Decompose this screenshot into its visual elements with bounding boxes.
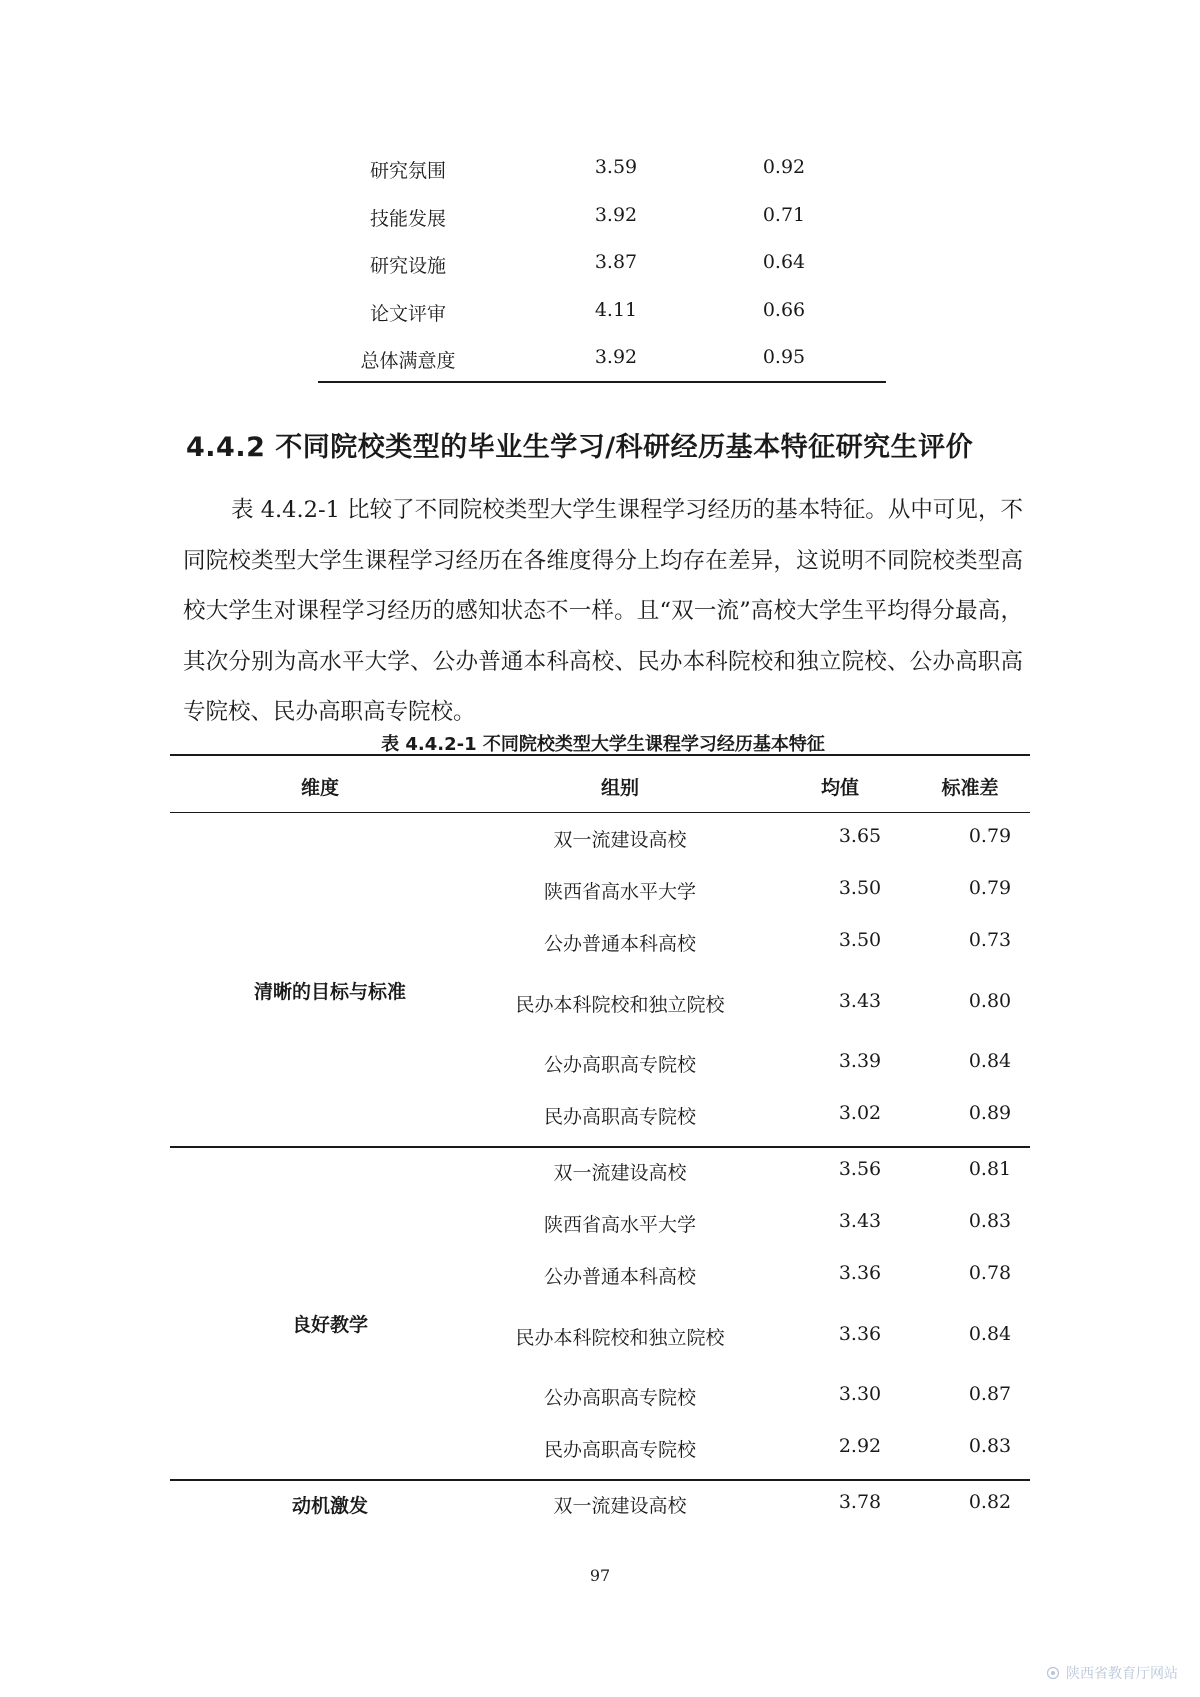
section-heading: 4.4.2 不同院校类型的毕业生学习/科研经历基本特征研究生评价 (186, 432, 974, 463)
row-mean: 4.11 (594, 298, 638, 321)
group-cell: 民办本科院校和独立院校 (515, 1327, 725, 1349)
header-mean: 均值 (820, 777, 859, 799)
mean-cell: 3.65 (838, 825, 882, 847)
group-cell: 双一流建设高校 (553, 829, 687, 851)
mean-cell: 3.50 (838, 877, 882, 899)
row-mean: 3.87 (594, 251, 638, 273)
header-sd: 标准差 (941, 777, 999, 799)
row-label: 研究氛围 (369, 160, 446, 182)
group-cell: 民办本科院校和独立院校 (515, 994, 725, 1016)
emblem-icon (1046, 1666, 1060, 1680)
sd-cell: 0.73 (968, 929, 1012, 951)
table-caption: 表 4.4.2-1 不同院校类型大学生课程学习经历基本特征 (381, 734, 825, 755)
sd-cell: 0.79 (968, 825, 1012, 847)
table-bottom-rule (318, 381, 886, 383)
mean-cell: 3.78 (838, 1491, 882, 1513)
table-row (318, 291, 886, 339)
row-sd: 0.92 (762, 156, 806, 178)
table-row (318, 196, 886, 244)
dimension-label: 良好教学 (291, 1314, 368, 1336)
mean-cell: 3.36 (838, 1323, 882, 1345)
sd-cell: 0.82 (968, 1491, 1012, 1513)
row-label: 论文评审 (369, 302, 446, 325)
mean-cell: 3.43 (838, 990, 882, 1012)
mean-cell: 3.50 (838, 929, 882, 951)
group-cell: 公办高职高专院校 (543, 1054, 696, 1076)
previous-table-continuation (318, 148, 886, 386)
row-sd: 0.71 (762, 203, 806, 226)
group-cell: 公办高职高专院校 (543, 1387, 696, 1409)
mean-cell: 3.39 (838, 1050, 882, 1072)
sd-cell: 0.84 (968, 1323, 1012, 1345)
header-dimension: 维度 (300, 777, 339, 799)
row-label: 总体满意度 (360, 350, 456, 372)
group-cell: 民办高职高专院校 (543, 1439, 696, 1461)
watermark-text: 陕西省教育厅网站 (1066, 1666, 1178, 1682)
group-cell: 双一流建设高校 (553, 1495, 687, 1517)
mean-cell: 3.36 (838, 1262, 882, 1284)
row-mean: 3.59 (594, 156, 638, 178)
row-mean: 3.92 (594, 346, 638, 368)
table-row (318, 148, 886, 196)
sd-cell: 0.83 (968, 1435, 1012, 1457)
group-cell: 双一流建设高校 (553, 1162, 687, 1184)
mean-cell: 3.56 (838, 1158, 882, 1180)
group-cell: 陕西省高水平大学 (543, 1214, 696, 1236)
sd-cell: 0.79 (968, 877, 1012, 899)
header-group: 组别 (600, 777, 639, 799)
header-rule (170, 812, 1030, 813)
dimension-label: 动机激发 (291, 1495, 368, 1517)
mean-cell: 3.43 (838, 1210, 882, 1232)
table-row (318, 338, 886, 386)
group-cell: 民办高职高专院校 (543, 1106, 696, 1128)
dimension-label: 清晰的目标与标准 (253, 981, 406, 1003)
group-cell: 陕西省高水平大学 (543, 881, 696, 903)
sd-cell: 0.80 (968, 990, 1012, 1012)
mean-cell: 3.30 (838, 1383, 882, 1405)
sd-cell: 0.83 (968, 1210, 1012, 1232)
mean-cell: 2.92 (838, 1435, 882, 1457)
sd-cell: 0.81 (968, 1158, 1012, 1180)
row-mean: 3.92 (594, 203, 638, 226)
sd-cell: 0.89 (968, 1102, 1012, 1124)
block-divider (170, 1479, 1030, 1481)
site-watermark (1046, 1663, 1178, 1683)
group-cell: 公办普通本科高校 (543, 933, 696, 955)
mean-cell: 3.02 (838, 1102, 882, 1124)
body-paragraph: 表 4.4.2-1 比较了不同院校类型大学生课程学习经历的基本特征。从中可见，不同院校类型大学生课程学习经历在各维度得分上均存在差异，这说明不同院校类型高校大学生对课程学习经历的感知状态不一样。且“双一流”高校大学生平均得分最高，其次分别为高水平大学、公办普通本科高校、民办本科院校和独立院校、公办高职高专院校、民办高职高专院校。 (183, 497, 1023, 725)
row-label: 研究设施 (369, 255, 446, 277)
table-row (318, 243, 886, 291)
row-label: 技能发展 (369, 207, 446, 230)
row-sd: 0.66 (762, 298, 806, 321)
block-divider (170, 1146, 1030, 1148)
sd-cell: 0.84 (968, 1050, 1012, 1072)
row-sd: 0.64 (762, 251, 806, 273)
group-cell: 公办普通本科高校 (543, 1266, 696, 1288)
row-sd: 0.95 (762, 346, 806, 368)
sd-cell: 0.78 (968, 1262, 1012, 1284)
sd-cell: 0.87 (968, 1383, 1012, 1405)
table-header (170, 756, 1030, 814)
page-number: 97 (589, 1566, 611, 1585)
